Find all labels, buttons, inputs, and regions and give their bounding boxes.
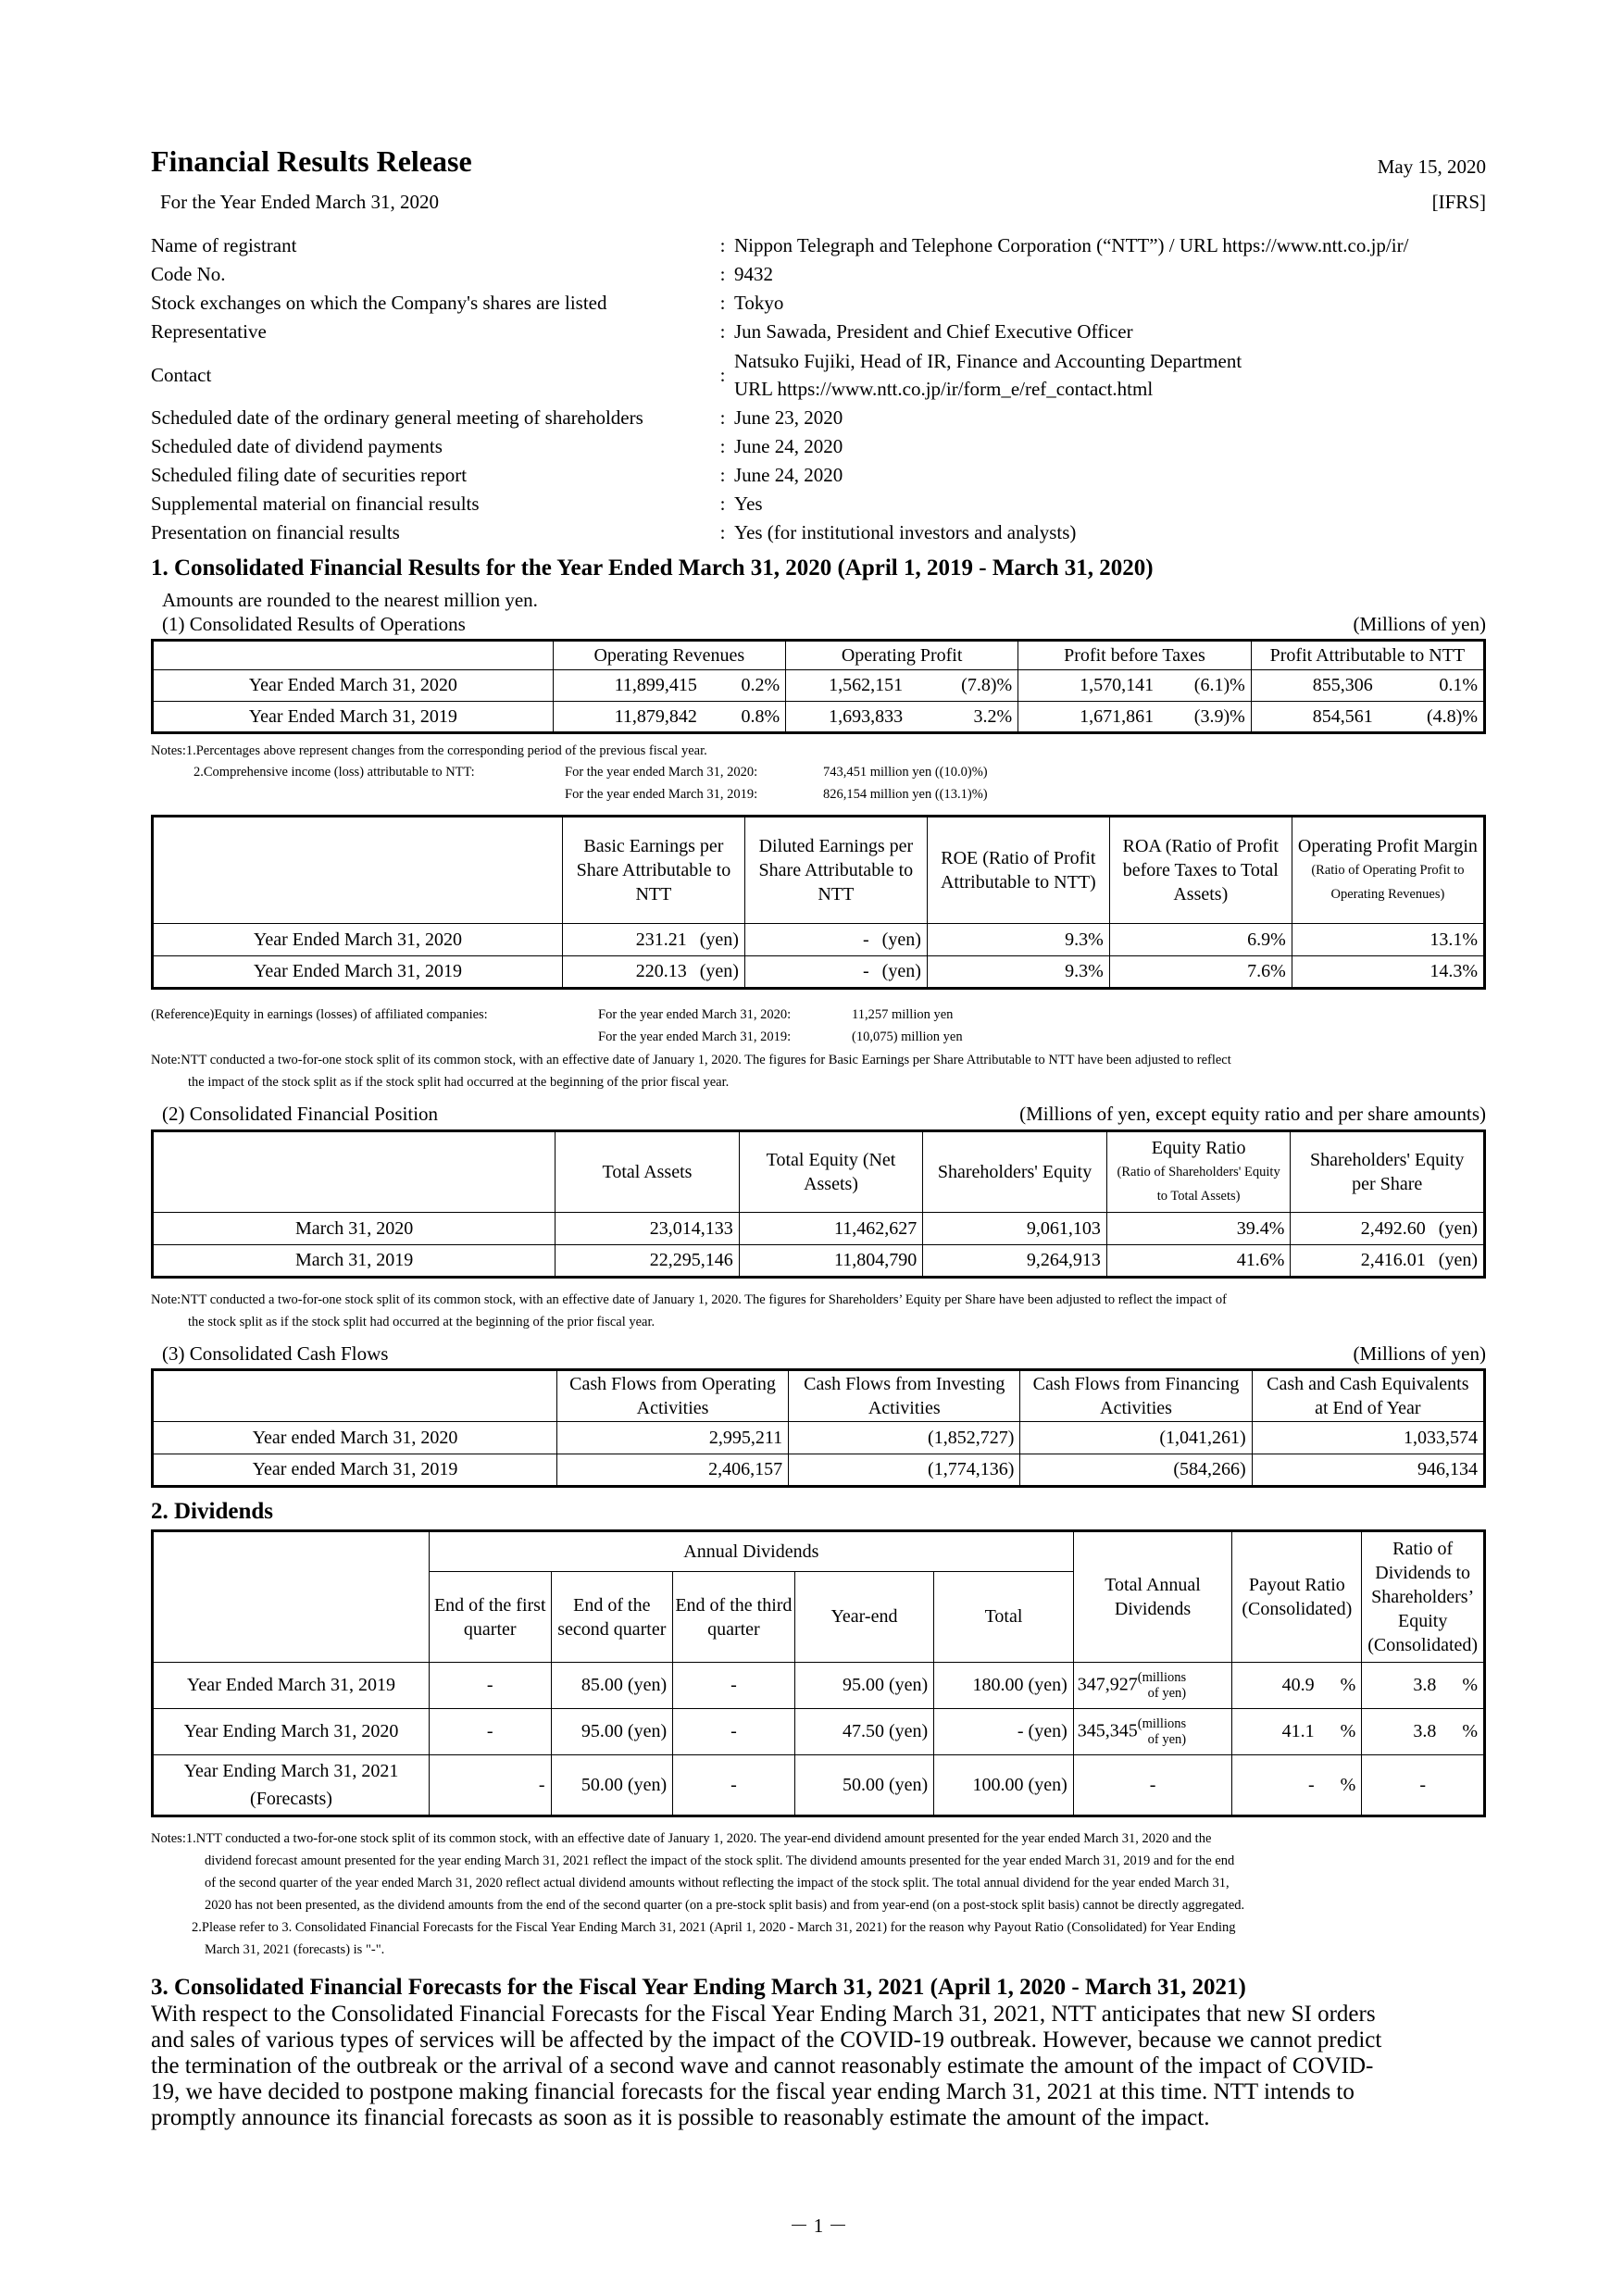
- unit-yen: (yen): [1438, 1250, 1478, 1270]
- forecast-year-label: Year Ending March 31, 2021: [183, 1761, 399, 1781]
- forecast-tag: (Forecasts): [250, 1789, 332, 1809]
- q2-dividend: 95.00: [581, 1721, 623, 1741]
- total-dividend: 100.00: [972, 1774, 1024, 1795]
- table-header-row: [153, 817, 1485, 924]
- table-cell: [562, 956, 744, 989]
- row-label: Year ended March 31, 2020: [153, 1422, 557, 1454]
- page-subtitle: For the Year Ended March 31, 2020: [160, 191, 439, 213]
- total-dividend: -: [1017, 1721, 1024, 1741]
- paragraph-line: promptly announce its financial forecasts as soon as it is possible to reasonably estimate the amount of the impact.: [151, 2105, 1210, 2130]
- info-value: Jun Sawada, President and Chief Executive Officer: [734, 320, 1133, 343]
- unit-percent: %: [1340, 1675, 1356, 1695]
- table-cell: 1,033,574: [1252, 1422, 1484, 1454]
- table-row: [153, 1213, 1485, 1245]
- operations-unit: (Millions of yen): [1353, 613, 1486, 635]
- blank-header-cell: [153, 1531, 430, 1663]
- info-colon: :: [719, 363, 726, 386]
- dividend-note-2: dividend forecast amount presented for the year ending March 31, 2021 reflect the impact of the stock split. The dividend amounts presented for the year ended March 31, 2019 and for the end: [205, 1853, 1235, 1868]
- q1-cell: -: [429, 1709, 551, 1755]
- financial-position-table: [151, 1129, 1486, 1279]
- row-label: Year Ended March 31, 2019: [153, 1663, 430, 1709]
- paragraph-line: and sales of various types of services will be affected by the impact of the COVID-19 outbreak. However, because we cannot predict: [151, 2028, 1382, 2053]
- info-colon: :: [719, 263, 726, 285]
- table-cell: [1362, 1709, 1485, 1755]
- page-number: － 1 －: [789, 2215, 848, 2237]
- row-label: [153, 1755, 430, 1816]
- cash-flows-title: (3) Consolidated Cash Flows: [162, 1342, 389, 1365]
- table-cell: [1018, 702, 1252, 733]
- equity-per-share: 2,492.60: [1360, 1217, 1426, 1239]
- info-value: June 24, 2020: [734, 464, 843, 486]
- operations-note-1: Notes:1.Percentages above represent changes from the corresponding period of the previous fiscal year.: [151, 743, 707, 758]
- table-cell: [934, 1709, 1074, 1755]
- amount: 1,693,833: [829, 705, 904, 727]
- equity-2019-value: (10,075) million yen: [852, 1029, 963, 1044]
- info-value: Yes: [734, 493, 763, 515]
- unit-yen: (yen): [1028, 1721, 1067, 1741]
- shareholders-equity-cell: 9,264,913: [923, 1245, 1107, 1278]
- table-cell: [786, 670, 1018, 702]
- unit-yen: (yen): [627, 1721, 668, 1741]
- diluted-eps: -: [862, 929, 869, 950]
- per-share-ratios-table: [151, 815, 1486, 990]
- basic-eps: 231.21: [635, 929, 687, 950]
- table-cell: [744, 956, 927, 989]
- column-header: Total: [934, 1572, 1074, 1663]
- info-label: Presentation on financial results: [151, 521, 400, 543]
- section-2-heading: 2. Dividends: [151, 1499, 273, 1524]
- contact-url: URL https://www.ntt.co.jp/ir/form_e/ref_contact.html: [734, 378, 1154, 400]
- info-value: June 23, 2020: [734, 406, 843, 429]
- info-row: [151, 461, 1486, 490]
- info-value: Nippon Telegraph and Telephone Corporation (“NTT”) / URL https://www.ntt.co.jp/ir/: [734, 234, 1409, 256]
- percent-change: (6.1)%: [1193, 675, 1245, 695]
- percent-change: 3.2%: [973, 705, 1013, 727]
- table-cell: [1232, 1755, 1362, 1816]
- payout-ratio: 41.1: [1281, 1721, 1315, 1741]
- info-label: Name of registrant: [151, 234, 297, 256]
- total-annual-dividends: -: [1073, 1755, 1232, 1816]
- amount: 1,671,861: [1080, 705, 1155, 727]
- column-header: Payout Ratio (Consolidated): [1232, 1531, 1362, 1663]
- margin-subheader: (Ratio of Operating Profit to Operating Revenues): [1311, 863, 1465, 902]
- percent-change: (3.9)%: [1193, 705, 1245, 727]
- info-label: Code No.: [151, 263, 226, 285]
- percent-change: 0.2%: [741, 675, 780, 695]
- basic-eps: 220.13: [635, 961, 687, 981]
- info-row: [151, 404, 1486, 432]
- dividend-equity-ratio: -: [1362, 1755, 1485, 1816]
- column-header: Year-end: [794, 1572, 934, 1663]
- payout-ratio: -: [1307, 1774, 1315, 1795]
- column-header: Total Assets: [556, 1131, 740, 1213]
- equity-ratio-cell: 39.4%: [1106, 1213, 1291, 1245]
- accounting-standard: [IFRS]: [1431, 191, 1486, 213]
- total-assets-cell: 22,295,146: [556, 1245, 740, 1278]
- total-equity-cell: 11,804,790: [739, 1245, 923, 1278]
- total-assets-cell: 23,014,133: [556, 1213, 740, 1245]
- unit-yen: (yen): [881, 929, 921, 950]
- table-cell: [551, 1663, 673, 1709]
- unit-percent: %: [1340, 1721, 1356, 1741]
- blank-header-cell: [153, 817, 563, 924]
- table-cell: [1018, 670, 1252, 702]
- unit-yen: (yen): [889, 1675, 929, 1695]
- section-3-heading: 3. Consolidated Financial Forecasts for the Fiscal Year Ending March 31, 2021 (April 1, 2020 - March 31, 2021): [151, 1975, 1246, 2000]
- info-row: [151, 346, 1486, 404]
- table-cell: [1251, 670, 1484, 702]
- year-end-dividend: 95.00: [843, 1675, 885, 1695]
- column-header: [1106, 1131, 1291, 1213]
- info-label: Scheduled filing date of securities report: [151, 464, 468, 486]
- table-cell: [562, 924, 744, 956]
- table-header-row: [153, 1531, 1485, 1572]
- info-value: 9432: [734, 263, 773, 285]
- table-row: [153, 1755, 1485, 1816]
- paragraph-line: With respect to the Consolidated Financial Forecasts for the Fiscal Year Ending March 31, 2021, NTT anticipates that new SI orders: [151, 2002, 1376, 2027]
- forecast-paragraph: [151, 2002, 1486, 2131]
- table-cell: [1291, 1213, 1485, 1245]
- table-cell: [744, 924, 927, 956]
- unit-of-yen: of yen): [1147, 1685, 1187, 1701]
- unit-millions: (millions: [1137, 1669, 1187, 1685]
- table-cell: 2,995,211: [557, 1422, 789, 1454]
- q3-cell: -: [673, 1709, 795, 1755]
- info-colon: :: [719, 493, 726, 515]
- comprehensive-2019-label: For the year ended March 31, 2019:: [565, 787, 758, 802]
- percent-change: (7.8)%: [961, 675, 1013, 695]
- contact-name: Natsuko Fujiki, Head of IR, Finance and Accounting Department: [734, 350, 1242, 372]
- table-cell: [934, 1663, 1074, 1709]
- roa-cell: 6.9%: [1109, 924, 1292, 956]
- column-header: Total Equity (Net Assets): [739, 1131, 923, 1213]
- info-value: Tokyo: [734, 292, 784, 314]
- q2-dividend: 50.00: [581, 1774, 623, 1795]
- unit-percent: %: [1462, 1675, 1478, 1695]
- year-end-dividend: 47.50: [843, 1721, 885, 1741]
- info-row: [151, 231, 1486, 260]
- column-header: ROE (Ratio of Profit Attributable to NTT): [927, 817, 1109, 924]
- column-header: Basic Earnings per Share Attributable to NTT: [562, 817, 744, 924]
- dividend-note-1: Notes:1.NTT conducted a two-for-one stock split of its common stock, with an effective date of January 1, 2020. The year-end dividend amount presented for the year ended March 31, 2020 and the: [151, 1831, 1212, 1846]
- stock-split-note-2: the impact of the stock split as if the stock split had occurred at the beginning of the prior fiscal year.: [188, 1075, 730, 1090]
- table-header-row: [153, 641, 1485, 670]
- comprehensive-2019-value: 826,154 million yen ((13.1)%): [823, 787, 988, 802]
- unit-yen: (yen): [889, 1774, 929, 1795]
- year-end-dividend: 50.00: [843, 1774, 885, 1795]
- info-colon: :: [719, 521, 726, 543]
- table-row: [153, 1709, 1485, 1755]
- release-date: May 15, 2020: [1377, 156, 1486, 178]
- comprehensive-2020-value: 743,451 million yen ((10.0)%): [823, 765, 988, 780]
- info-value: Yes (for institutional investors and analysts): [734, 521, 1077, 543]
- unit-yen: (yen): [881, 961, 921, 981]
- unit-yen: (yen): [1028, 1675, 1067, 1695]
- table-row: [153, 702, 1485, 733]
- row-label: Year Ended March 31, 2020: [153, 924, 563, 956]
- table-cell: [1251, 702, 1484, 733]
- table-cell: (1,774,136): [789, 1454, 1020, 1487]
- column-header: Operating Profit: [786, 641, 1018, 670]
- table-cell: [1232, 1663, 1362, 1709]
- table-cell: (1,852,727): [789, 1422, 1020, 1454]
- roa-cell: 7.6%: [1109, 956, 1292, 989]
- q3-cell: -: [673, 1755, 795, 1816]
- payout-ratio: 40.9: [1281, 1675, 1315, 1695]
- table-cell: (584,266): [1020, 1454, 1252, 1487]
- table-cell: [551, 1755, 673, 1816]
- column-header: Cash Flows from Operating Activities: [557, 1370, 789, 1422]
- column-header: Diluted Earnings per Share Attributable to NTT: [744, 817, 927, 924]
- column-header: Ratio of Dividends to Shareholders’ Equity (Consolidated): [1362, 1531, 1485, 1663]
- roe-cell: 9.3%: [927, 956, 1109, 989]
- position-title: (2) Consolidated Financial Position: [162, 1103, 439, 1125]
- amount: 11,879,842: [614, 705, 697, 727]
- total-dividend: 180.00: [972, 1675, 1024, 1695]
- info-label: Supplemental material on financial results: [151, 493, 480, 515]
- unit-yen: (yen): [627, 1774, 668, 1795]
- column-header: Shareholders' Equity per Share: [1291, 1131, 1485, 1213]
- amount: 1,562,151: [829, 675, 904, 695]
- row-label: Year Ended March 31, 2020: [153, 670, 554, 702]
- position-unit: (Millions of yen, except equity ratio and per share amounts): [1019, 1103, 1486, 1125]
- table-cell: [794, 1755, 934, 1816]
- row-label: Year Ended March 31, 2019: [153, 702, 554, 733]
- column-header: [1292, 817, 1484, 924]
- column-header: Cash Flows from Financing Activities: [1020, 1370, 1252, 1422]
- unit-yen: (yen): [699, 929, 739, 950]
- info-row: [151, 490, 1486, 518]
- column-header: Profit before Taxes: [1018, 641, 1252, 670]
- table-row: [153, 670, 1485, 702]
- registrant-info-table: [151, 231, 1486, 547]
- paragraph-line: 19, we have decided to postpone making financial forecasts for the fiscal year ending March 31, 2021 at this time. NTT intends to: [151, 2079, 1355, 2104]
- stock-split-note-1: Note:NTT conducted a two-for-one stock split of its common stock, with an effective date of January 1, 2020. The figures for Basic Earnings per Share Attributable to NTT have been adjusted to reflect: [151, 1053, 1231, 1067]
- amount: 1,570,141: [1080, 675, 1155, 695]
- column-header: ROA (Ratio of Profit before Taxes to Total Assets): [1109, 817, 1292, 924]
- table-cell: [1232, 1709, 1362, 1755]
- table-cell: [1073, 1663, 1232, 1709]
- dividend-note-6: March 31, 2021 (forecasts) is "-".: [205, 1942, 385, 1957]
- equity-per-share: 2,416.01: [1360, 1250, 1426, 1270]
- row-label: March 31, 2020: [153, 1213, 556, 1245]
- blank-header-cell: [153, 641, 554, 670]
- q1-cell: -: [429, 1755, 551, 1816]
- info-label: Contact: [151, 363, 212, 386]
- table-row: [153, 924, 1485, 956]
- unit-yen: (yen): [1028, 1774, 1067, 1795]
- roe-cell: 9.3%: [927, 924, 1109, 956]
- blank-header-cell: [153, 1370, 557, 1422]
- info-colon: :: [719, 464, 726, 486]
- table-cell: [786, 702, 1018, 733]
- column-header: Cash and Cash Equivalents at End of Year: [1252, 1370, 1484, 1422]
- table-cell: (1,041,261): [1020, 1422, 1252, 1454]
- equity-2020-value: 11,257 million yen: [852, 1007, 954, 1022]
- table-cell: [1291, 1245, 1485, 1278]
- cash-flows-unit: (Millions of yen): [1353, 1342, 1486, 1365]
- dividend-equity-ratio: 3.8: [1413, 1675, 1437, 1695]
- table-row: [153, 1663, 1485, 1709]
- q3-cell: -: [673, 1663, 795, 1709]
- rounding-note: Amounts are rounded to the nearest million yen.: [162, 589, 538, 611]
- table-cell: [553, 702, 786, 733]
- row-label: Year Ending March 31, 2020: [153, 1709, 430, 1755]
- annual-dividends-header: Annual Dividends: [429, 1531, 1073, 1572]
- diluted-eps: -: [862, 961, 869, 981]
- info-row: [151, 432, 1486, 461]
- equity-reference-label: (Reference)Equity in earnings (losses) of affiliated companies:: [151, 1007, 488, 1022]
- unit-millions: (millions: [1137, 1716, 1187, 1731]
- operations-title: (1) Consolidated Results of Operations: [162, 613, 466, 635]
- row-label: March 31, 2019: [153, 1245, 556, 1278]
- amount: 11,899,415: [614, 675, 697, 695]
- column-header: Operating Revenues: [553, 641, 786, 670]
- equity-ratio-cell: 41.6%: [1106, 1245, 1291, 1278]
- info-label: Scheduled date of the ordinary general meeting of shareholders: [151, 406, 643, 429]
- info-label: Scheduled date of dividend payments: [151, 435, 443, 457]
- info-colon: :: [719, 320, 726, 343]
- operations-note-2: 2.Comprehensive income (loss) attributable to NTT:: [194, 765, 475, 780]
- dividends-table: [151, 1529, 1486, 1817]
- margin-cell: 13.1%: [1292, 924, 1484, 956]
- paragraph-line: the termination of the outbreak or the arrival of a second wave and cannot reasonably estimate the amount of the impact of COVID-: [151, 2053, 1374, 2078]
- table-cell: [551, 1709, 673, 1755]
- info-value: [734, 346, 1486, 404]
- info-colon: :: [719, 234, 726, 256]
- table-cell: 946,134: [1252, 1454, 1484, 1487]
- operations-table: [151, 639, 1486, 734]
- total-annual-dividends: 345,345: [1077, 1720, 1138, 1741]
- table-cell: 2,406,157: [557, 1454, 789, 1487]
- margin-cell: 14.3%: [1292, 956, 1484, 989]
- q1-cell: -: [429, 1663, 551, 1709]
- equity-ratio-subheader: (Ratio of Shareholders' Equity to Total Assets): [1117, 1165, 1280, 1204]
- equity-ratio-header: Equity Ratio: [1151, 1138, 1246, 1158]
- dividend-note-3: of the second quarter of the year ended March 31, 2020 reflect actual dividend amounts without reflecting the impact of the stock split. The total annual dividend for the year ended March 31,: [205, 1876, 1230, 1890]
- row-label: Year Ended March 31, 2019: [153, 956, 563, 989]
- amount: 855,306: [1312, 675, 1373, 695]
- dividend-equity-ratio: 3.8: [1413, 1721, 1437, 1741]
- unit-percent: %: [1462, 1721, 1478, 1741]
- position-note-2: the stock split as if the stock split had occurred at the beginning of the prior fiscal year.: [188, 1315, 655, 1329]
- q2-dividend: 85.00: [581, 1675, 623, 1695]
- column-header: End of the first quarter: [429, 1572, 551, 1663]
- table-row: [153, 1245, 1485, 1278]
- info-row: [151, 289, 1486, 318]
- equity-2019-label: For the year ended March 31, 2019:: [598, 1029, 792, 1044]
- total-equity-cell: 11,462,627: [739, 1213, 923, 1245]
- percent-change: 0.1%: [1439, 675, 1478, 695]
- row-label: Year ended March 31, 2019: [153, 1454, 557, 1487]
- position-note-1: Note:NTT conducted a two-for-one stock split of its common stock, with an effective date of January 1, 2020. The figures for Shareholders’ Equity per Share have been adjusted to reflect the impact of: [151, 1292, 1227, 1307]
- unit-of-yen: of yen): [1147, 1731, 1187, 1747]
- info-label: Representative: [151, 320, 267, 343]
- blank-header-cell: [153, 1131, 556, 1213]
- dividend-note-4: 2020 has not been presented, as the dividend amounts from the end of the second quarter (on a pre-stock split basis) and from year-end (on a post-stock split basis) cannot be directly aggregated.: [205, 1898, 1245, 1913]
- table-cell: [1073, 1709, 1232, 1755]
- column-header: Shareholders' Equity: [923, 1131, 1107, 1213]
- table-cell: [553, 670, 786, 702]
- table-row: [153, 956, 1485, 989]
- table-row: [153, 1454, 1485, 1487]
- info-row: [151, 260, 1486, 289]
- table-header-row: [153, 1131, 1485, 1213]
- unit-yen: (yen): [699, 961, 739, 981]
- shareholders-equity-cell: 9,061,103: [923, 1213, 1107, 1245]
- equity-2020-label: For the year ended March 31, 2020:: [598, 1007, 792, 1022]
- table-cell: [794, 1663, 934, 1709]
- unit-yen: (yen): [1438, 1217, 1478, 1239]
- table-cell: [934, 1755, 1074, 1816]
- percent-change: (4.8)%: [1427, 705, 1478, 727]
- table-cell: [794, 1709, 934, 1755]
- page-title: Financial Results Release: [151, 144, 472, 178]
- unit-percent: %: [1340, 1774, 1356, 1795]
- percent-change: 0.8%: [741, 705, 780, 727]
- info-row: [151, 518, 1486, 547]
- margin-header: Operating Profit Margin: [1297, 836, 1478, 856]
- cash-flows-table: [151, 1368, 1486, 1488]
- info-row: [151, 318, 1486, 346]
- table-cell: [1362, 1663, 1485, 1709]
- table-row: [153, 1422, 1485, 1454]
- column-header: End of the third quarter: [673, 1572, 795, 1663]
- info-label: Stock exchanges on which the Company's shares are listed: [151, 292, 607, 314]
- info-value: June 24, 2020: [734, 435, 843, 457]
- unit-yen: (yen): [889, 1721, 929, 1741]
- info-colon: :: [719, 292, 726, 314]
- unit-yen: (yen): [627, 1675, 668, 1695]
- info-colon: :: [719, 435, 726, 457]
- amount: 854,561: [1312, 705, 1373, 727]
- info-colon: :: [719, 406, 726, 429]
- column-header: Cash Flows from Investing Activities: [789, 1370, 1020, 1422]
- column-header: Total Annual Dividends: [1073, 1531, 1232, 1663]
- column-header: Profit Attributable to NTT: [1251, 641, 1484, 670]
- column-header: End of the second quarter: [551, 1572, 673, 1663]
- dividend-note-5: 2.Please refer to 3. Consolidated Financial Forecasts for the Fiscal Year Ending March 31, 2021 (April 1, 2020 - March 31, 2021) for the reason why Payout Ratio (Consolidated) for Year Ending: [192, 1920, 1236, 1935]
- total-annual-dividends: 347,927: [1077, 1674, 1138, 1695]
- table-header-row: [153, 1370, 1485, 1422]
- section-1-heading: 1. Consolidated Financial Results for the Year Ended March 31, 2020 (April 1, 2019 - March 31, 2020): [151, 555, 1154, 580]
- comprehensive-2020-label: For the year ended March 31, 2020:: [565, 765, 758, 780]
